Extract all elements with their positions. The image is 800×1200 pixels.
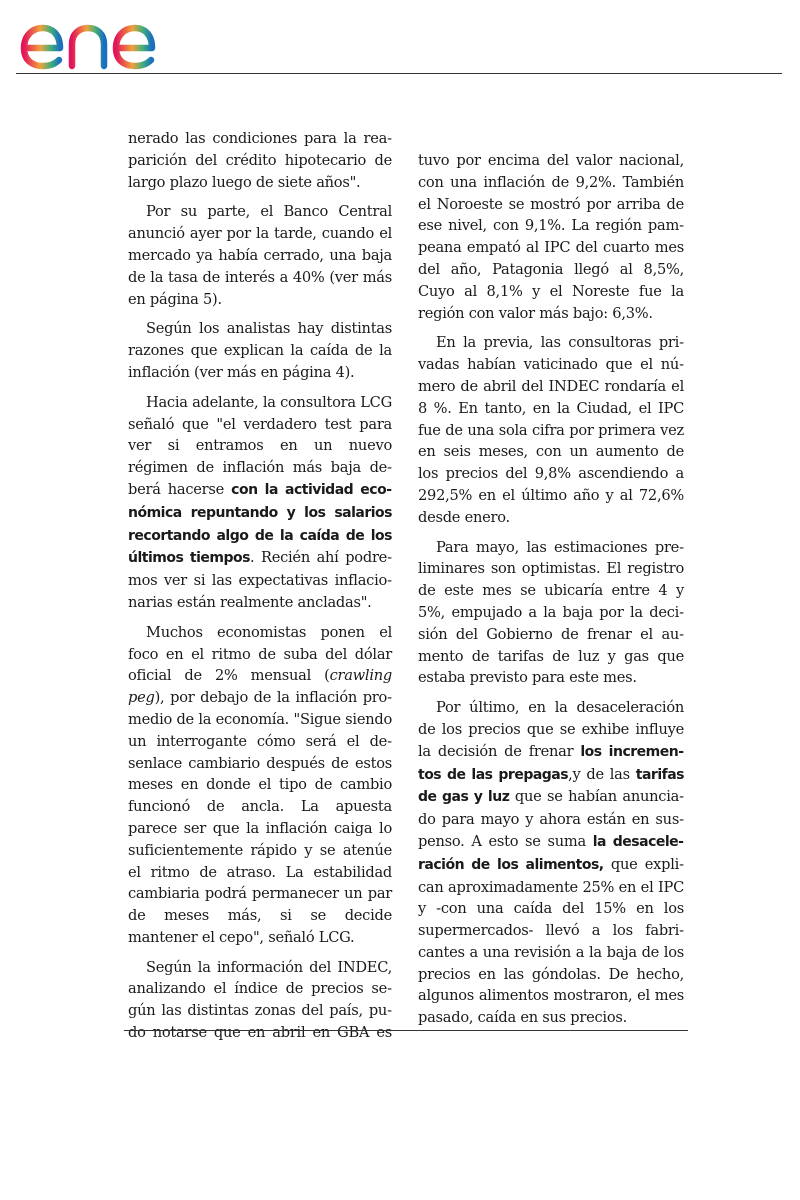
paragraph: Según los analistas hay distintas razones que explican la caída de la inflación (ver más en página 4). bbox=[128, 320, 392, 381]
footer-divider bbox=[124, 1030, 688, 1031]
paragraph: Hacia adelante, la consultora LCG señaló que "el verdadero test para ver si entramos en un nuevo régimen de inflación más baja deberá hacerse con la actividad económica repuntando y los salarios recortando algo de la caída de los últimos tiempos. Recién ahí podremos ver si las expectativas inflacionarias están realmente ancladas". bbox=[128, 393, 392, 611]
highlighted-text: con la actividad económica repuntando y los salarios recortando algo de la caída de los últimos tiempos bbox=[128, 481, 392, 567]
header-divider bbox=[16, 73, 782, 74]
paragraph: Para mayo, las estimaciones preliminares son optimistas. El registro de este mes se ubicaría entre 4 y 5%, empujado a la baja por la decisión del Gobierno de frenar el aumento de tarifas de luz y gas que estaba previsto para este mes. bbox=[418, 538, 684, 687]
italic-term: crawling peg bbox=[128, 667, 392, 707]
highlighted-text: tarifas de gas y luz bbox=[418, 766, 684, 806]
highlighted-text: los incrementos de las prepagas bbox=[418, 743, 685, 783]
article-column-right bbox=[418, 150, 684, 1037]
paragraph: Según la información del INDEC, analizando el índice de precios según las distintas zonas del país, pudo notarse que en abril en GBA es bbox=[128, 958, 392, 1042]
paragraph: Por último, en la desaceleración de los precios que se exhibe influye la decisión de frenar los incrementos de las prepagas,y de las tarifas de gas y luz que se habían anunciado para mayo y ahora están en suspenso. A esto se suma la desaceleración de los alimentos, que explican aproximadamente 25% en el IPC y -con una caída del 15% en los supermercados- llevó a los fabricantes a una revisión a la baja de los precios en las góndolas. De hecho, algunos alimentos mostraron, el mes pasado, caída en sus precios. bbox=[418, 699, 685, 1027]
enel-logo bbox=[16, 4, 196, 70]
paragraph: Muchos economistas ponen el foco en el ritmo de suba del dólar oficial de 2% mensual (crawling peg), por debajo de la inflación promedio de la economía. "Sigue siendo un interrogante cómo será el desenlace cambiario después de estos meses en donde el tipo de cambio funcionó de ancla. La apuesta parece ser que la inflación caiga lo suficientemente rápido y se atenúe el ritmo de atraso. La estabilidad cambiaria podrá permanecer un par de meses más, si se decide mantener el cepo", señaló LCG. bbox=[128, 623, 392, 946]
article-column-left bbox=[128, 128, 392, 1052]
paragraph: tuvo por encima del valor nacional, con una inflación de 9,2%. También el Noroeste se mostró por arriba de ese nivel, con 9,1%. La región pampeana empató al IPC del cuarto mes del año, Patagonia llegó al 8,5%, Cuyo al 8,1% y el Noreste fue la región con valor más bajo: 6,3%. bbox=[418, 152, 684, 322]
highlighted-text: la desaceleración de los alimentos, bbox=[418, 833, 684, 873]
paragraph: Por su parte, el Banco Central anunció ayer por la tarde, cuando el mercado ya había cerrado, una baja de la tasa de interés a 40% (ver más en página 5). bbox=[128, 203, 392, 308]
paragraph: nerado las condiciones para la reaparición del crédito hipotecario de largo plazo luego de siete años". bbox=[128, 130, 392, 191]
paragraph: En la previa, las consultoras privadas habían vaticinado que el número de abril del INDEC rondaría el 8 %. En tanto, en la Ciudad, el IPC fue de una sola cifra por primera vez en seis meses, con un aumento de los precios del 9,8% ascendiendo a 292,5% en el último año y al 72,6% desde enero. bbox=[418, 334, 684, 526]
